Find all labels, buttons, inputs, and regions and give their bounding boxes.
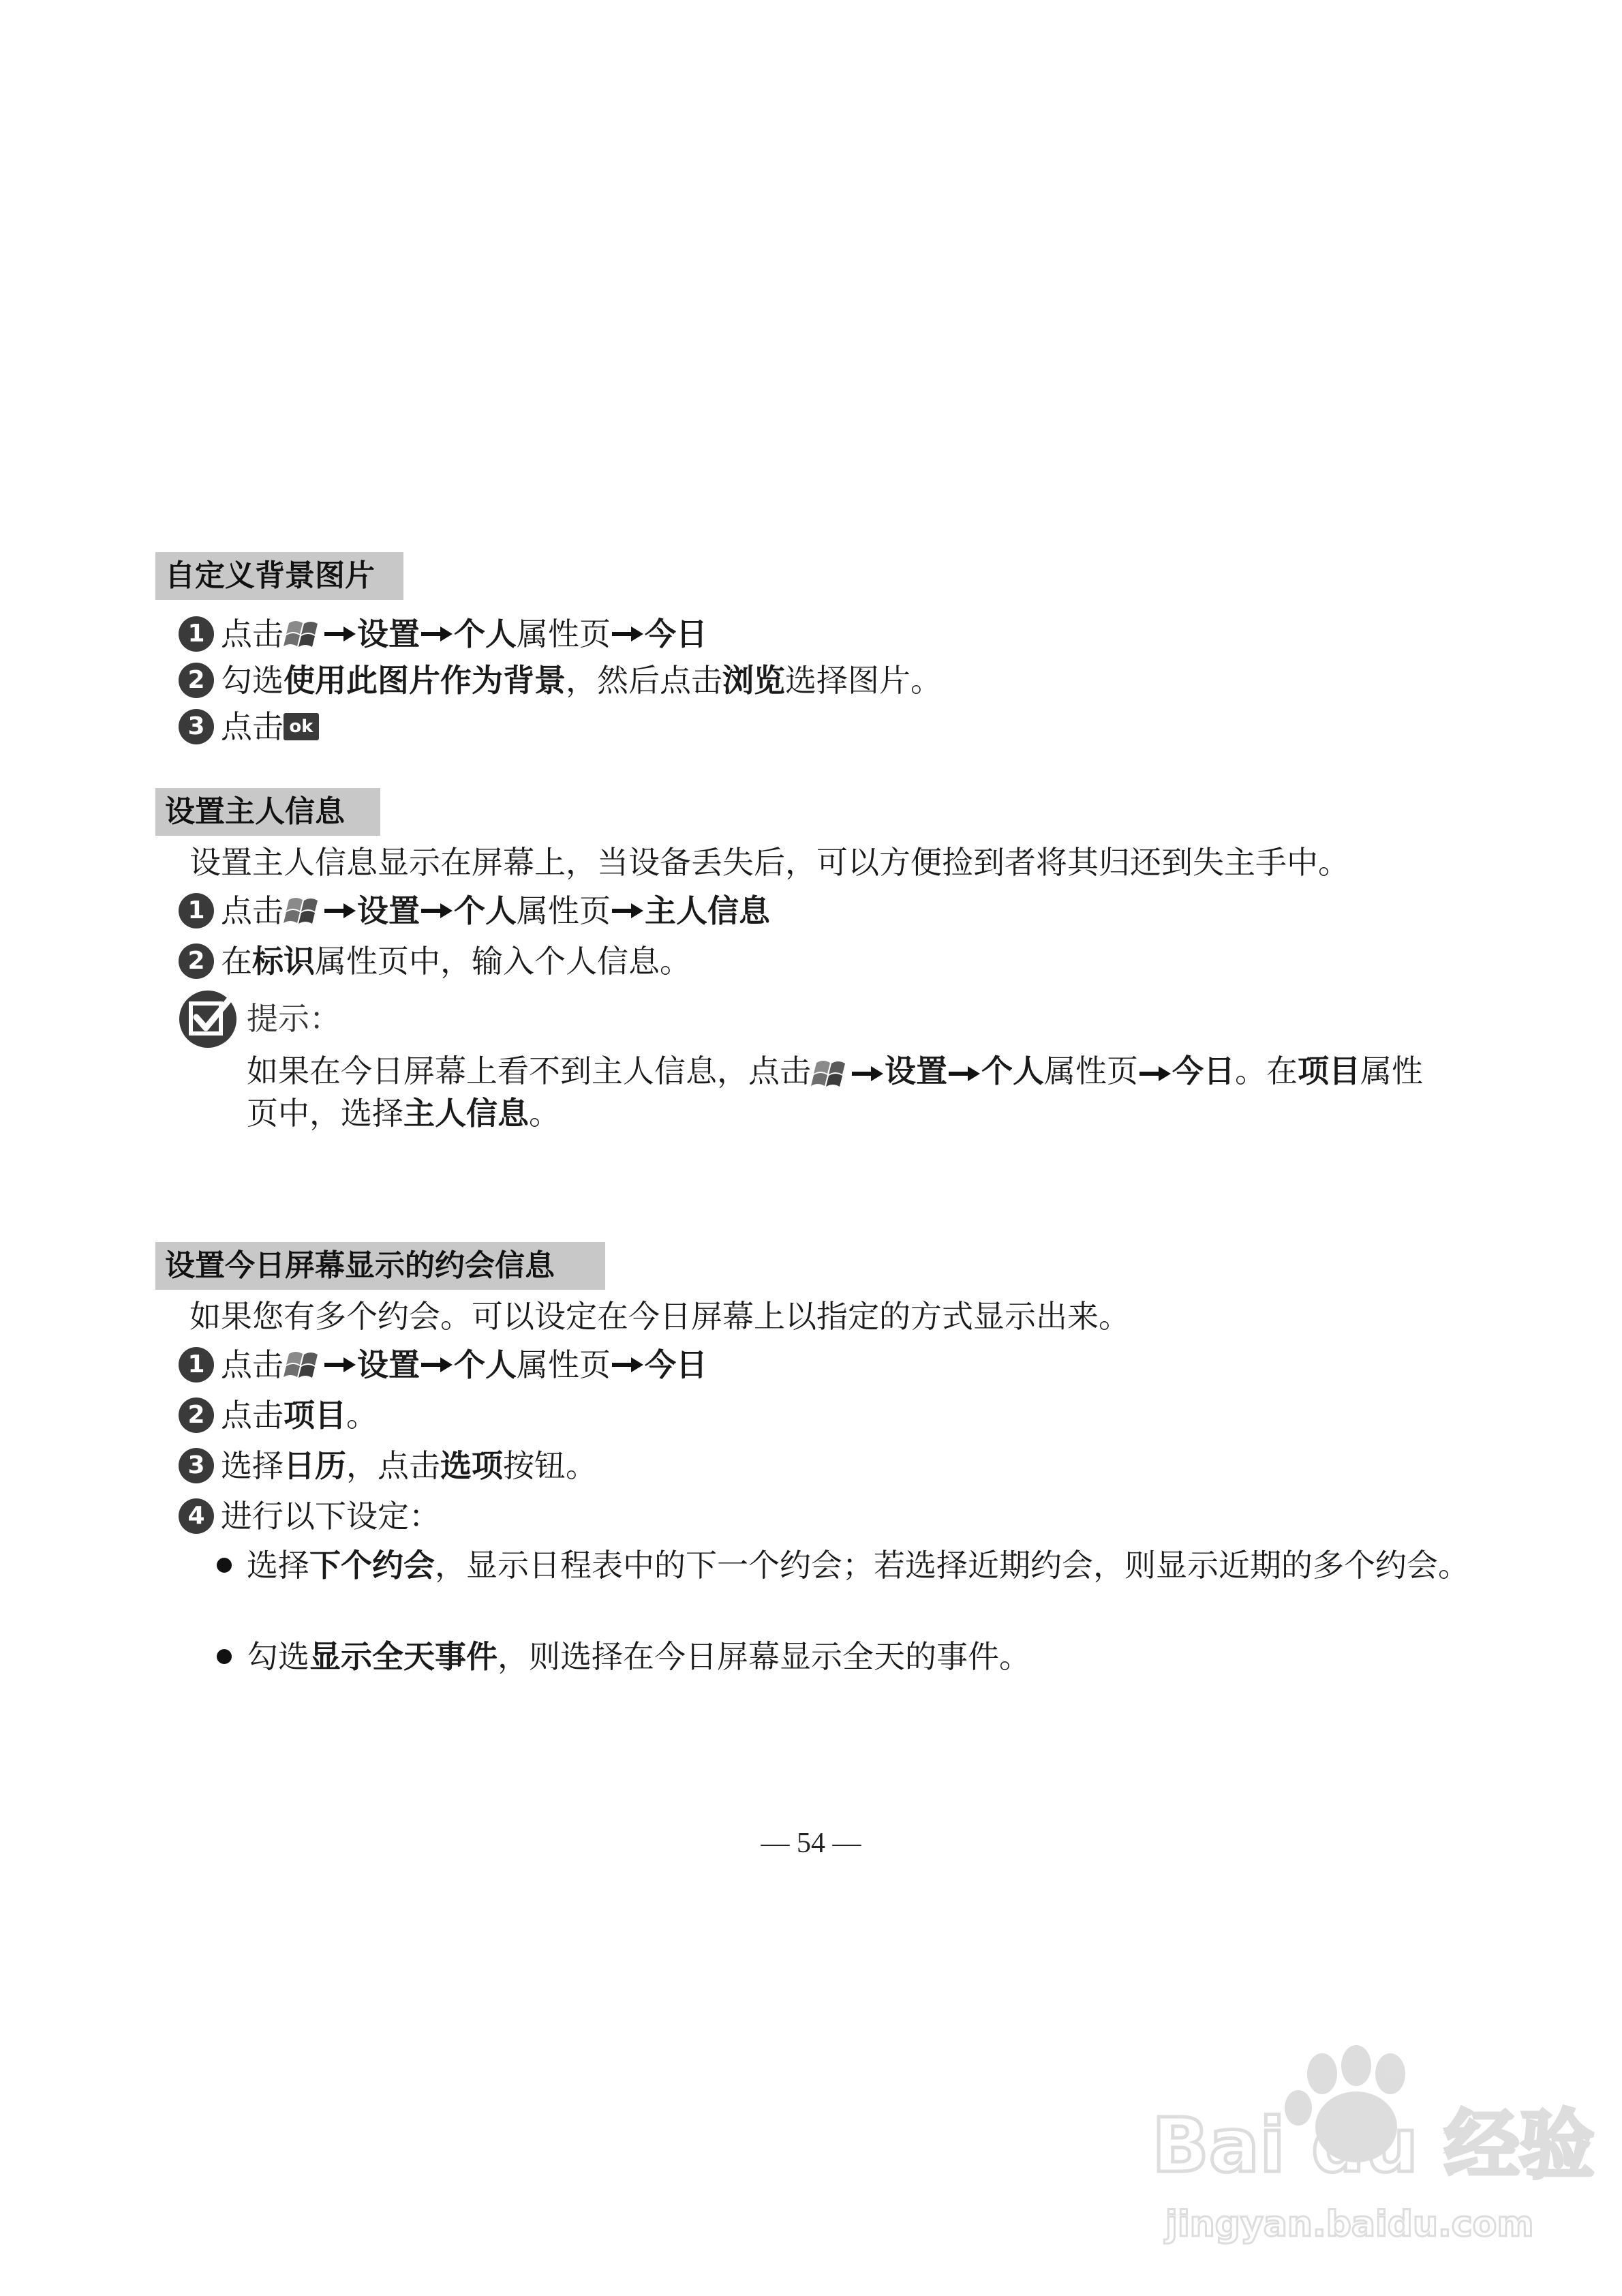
- step-text: 点击: [221, 1397, 284, 1434]
- emphasis-text: 选项: [440, 1447, 503, 1484]
- step-2: [179, 939, 691, 983]
- start-menu-icon: [285, 893, 322, 928]
- step-text: 。在: [1235, 1053, 1298, 1089]
- step-text: 页中，选择: [247, 1095, 403, 1132]
- emphasis-text: 主人信息: [645, 892, 770, 929]
- step-text: ，显示日程表中的下一个约会；若选择近期约会，则显示近期的多个约会。: [435, 1547, 1469, 1584]
- step-text: 点击: [221, 892, 284, 929]
- emphasis-text: 下个约会: [309, 1547, 435, 1584]
- emphasis-text: 设置: [357, 892, 420, 929]
- arrow-right-icon: [611, 901, 645, 921]
- step-text: 属性页: [517, 1346, 611, 1383]
- step-text: 属性页: [517, 892, 611, 929]
- emphasis-text: 显示全天事件: [309, 1638, 498, 1675]
- emphasis-text: 项目: [1298, 1053, 1360, 1089]
- step-number-badge: 1: [179, 616, 214, 652]
- step-text: 按钮。: [503, 1447, 597, 1484]
- emphasis-text: 个人: [981, 1053, 1044, 1089]
- step-text: 进行以下设定：: [221, 1498, 440, 1535]
- step-text: 在: [221, 943, 252, 980]
- emphasis-text: 今日: [645, 616, 707, 652]
- arrow-right-icon: [947, 1063, 981, 1084]
- step-text: ，点击: [346, 1447, 440, 1484]
- emphasis-text: 设置: [885, 1053, 947, 1089]
- section-heading: 设置主人信息: [155, 788, 380, 836]
- step-number-badge: 1: [179, 893, 214, 928]
- emphasis-text: 日历: [284, 1447, 346, 1484]
- section-heading: 自定义背景图片: [155, 552, 403, 600]
- emphasis-text: 个人: [454, 892, 517, 929]
- tip-checkbox-icon: [179, 990, 241, 1048]
- step-text: 选择: [221, 1447, 284, 1484]
- tip-label: 提示：: [247, 1000, 341, 1037]
- ok-button-icon: ok: [284, 713, 319, 740]
- bullet-dot-icon: [217, 1558, 232, 1573]
- emphasis-text: 浏览: [722, 662, 785, 699]
- step-number-badge: 3: [179, 709, 214, 744]
- step-3: [179, 1444, 597, 1487]
- emphasis-text: 设置: [357, 616, 420, 652]
- step-number-badge: 2: [179, 943, 214, 979]
- step-text: 属性: [1360, 1053, 1423, 1089]
- step-text: 点击: [221, 616, 284, 652]
- arrow-right-icon: [1138, 1063, 1172, 1084]
- step-text: 点击: [221, 1346, 284, 1383]
- emphasis-text: 今日: [1172, 1053, 1235, 1089]
- emphasis-text: 今日: [645, 1346, 707, 1383]
- step-1: [179, 612, 707, 656]
- page-number: — 54 —: [761, 1828, 861, 1859]
- step-2: [179, 1393, 378, 1437]
- step-text: 如果在今日屏幕上看不到主人信息，点击: [247, 1053, 811, 1089]
- step-3: [179, 705, 319, 749]
- step-text: ，则选择在今日屏幕显示全天的事件。: [498, 1638, 1030, 1675]
- arrow-right-icon: [420, 901, 454, 921]
- svg-text:jingyan.baidu.com: jingyan.baidu.com: [1165, 2204, 1534, 2245]
- arrow-right-icon: [323, 1355, 357, 1375]
- start-menu-icon: [812, 1056, 849, 1091]
- svg-text:Bai du 经验: Bai du 经验: [1152, 2102, 1595, 2189]
- baidu-jingyan-watermark: [1152, 2045, 1595, 2250]
- step-text: 选择: [247, 1547, 309, 1584]
- arrow-right-icon: [611, 624, 645, 644]
- step-text: 勾选: [221, 662, 284, 699]
- emphasis-text: 个人: [454, 1346, 517, 1383]
- section-intro: 设置主人信息显示在屏幕上，当设备丢失后，可以方便捡到者将其归还到失主手中。: [189, 844, 1349, 881]
- step-1: [179, 1343, 707, 1387]
- emphasis-text: 使用此图片作为背景: [284, 662, 566, 699]
- arrow-right-icon: [323, 901, 357, 921]
- tip-line-1: [247, 1050, 1467, 1092]
- arrow-right-icon: [420, 624, 454, 644]
- step-text: ，然后点击: [566, 662, 722, 699]
- step-number-badge: 4: [179, 1498, 214, 1534]
- emphasis-text: 标识: [252, 943, 315, 980]
- step-number-badge: 1: [179, 1347, 214, 1383]
- step-number-badge: 2: [179, 1398, 214, 1433]
- arrow-right-icon: [611, 1355, 645, 1375]
- step-text: 属性页中，输入个人信息。: [315, 943, 691, 980]
- bullet-item: [217, 1635, 1471, 1678]
- step-text: 勾选: [247, 1638, 309, 1675]
- arrow-right-icon: [420, 1355, 454, 1375]
- emphasis-text: 主人信息: [403, 1095, 529, 1132]
- step-number-badge: 3: [179, 1448, 214, 1483]
- bullet-dot-icon: [217, 1649, 232, 1664]
- arrow-right-icon: [323, 624, 357, 644]
- step-number-badge: 2: [179, 663, 214, 698]
- step-text: 点击: [221, 708, 284, 745]
- step-text: 。: [346, 1397, 378, 1434]
- section-intro: 如果您有多个约会。可以设定在今日屏幕上以指定的方式显示出来。: [189, 1298, 1130, 1335]
- tip-line-2: [247, 1092, 1467, 1134]
- start-menu-icon: [285, 1347, 322, 1383]
- step-text: 。: [529, 1095, 560, 1132]
- arrow-right-icon: [851, 1063, 885, 1084]
- step-text: 属性页: [1044, 1053, 1138, 1089]
- step-1: [179, 889, 770, 933]
- step-text: 选择图片。: [785, 662, 942, 699]
- emphasis-text: 个人: [454, 616, 517, 652]
- bullet-item: [217, 1543, 1471, 1587]
- section-heading: 设置今日屏幕显示的约会信息: [155, 1242, 605, 1290]
- step-2: [179, 659, 942, 702]
- tip-body: [247, 1050, 1467, 1134]
- step-4: [179, 1494, 440, 1538]
- emphasis-text: 项目: [284, 1397, 346, 1434]
- emphasis-text: 设置: [357, 1346, 420, 1383]
- start-menu-icon: [285, 616, 322, 652]
- step-text: 属性页: [517, 616, 611, 652]
